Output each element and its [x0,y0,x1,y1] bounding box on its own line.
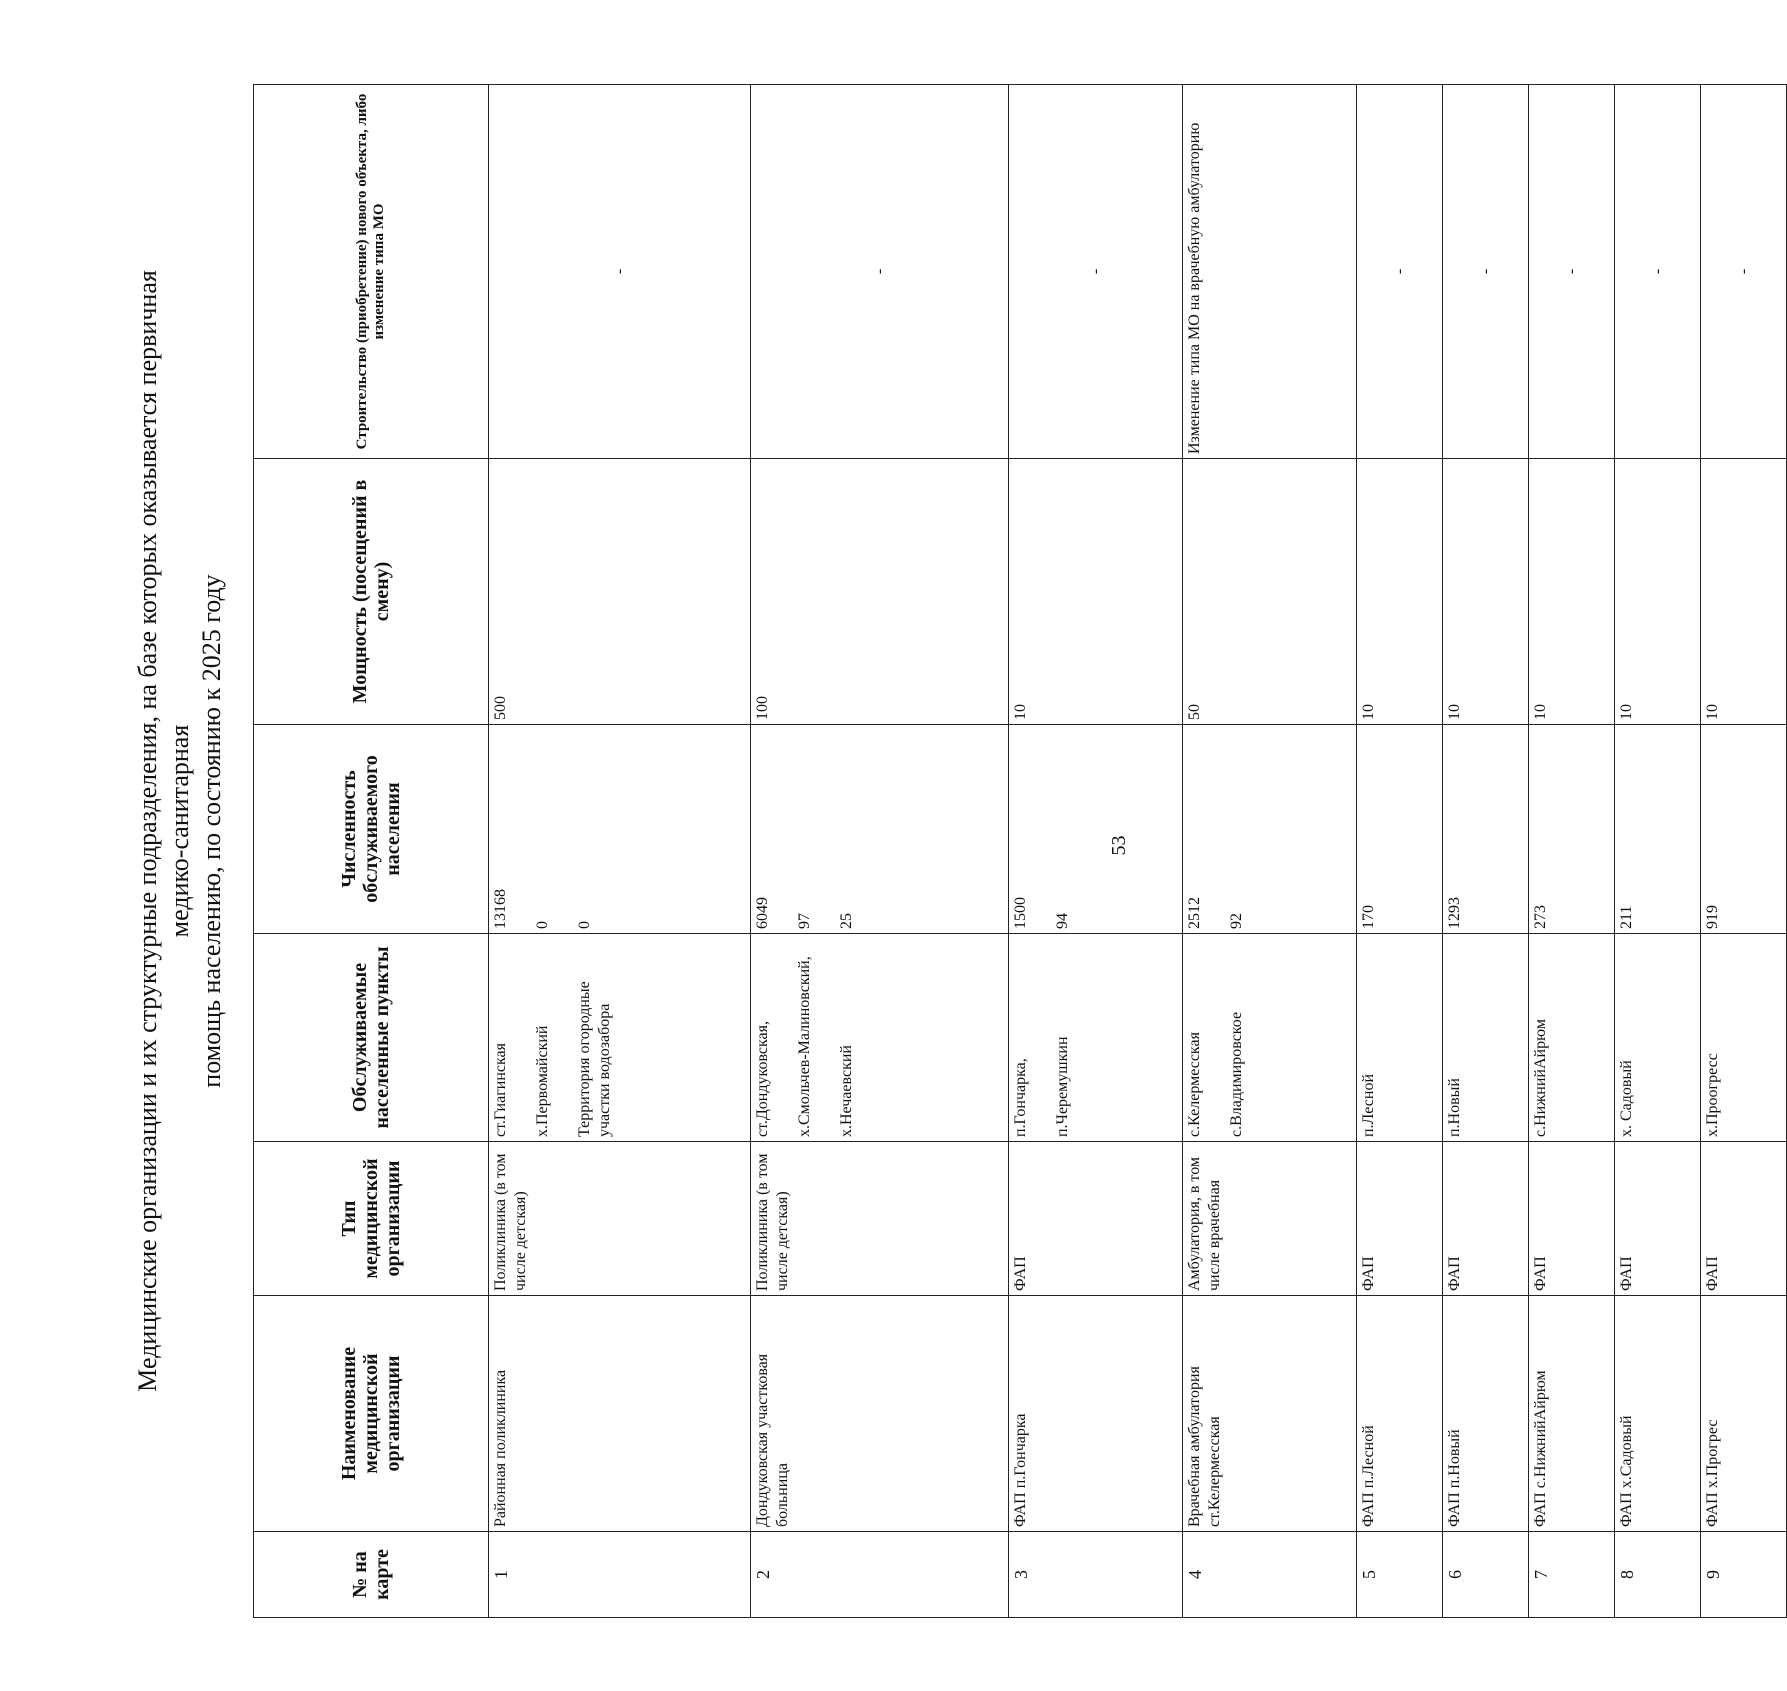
cell-type: Поликлиника (в том числе детская) [751,1142,1009,1296]
cell-population [1183,725,1357,934]
header-capacity: Мощность (посещений в смену) [254,459,489,725]
cell-num: 1 [489,1532,751,1618]
cell-construction: - [1529,85,1615,459]
settlement-item: ст.Дондуковская, [754,1020,771,1137]
cell-type: ФАП [1009,1142,1183,1296]
cell-name: ФАП п.Новый [1443,1296,1529,1532]
cell-construction: - [1357,85,1443,459]
cell-capacity: 10 [1443,459,1529,725]
population-item: 97 [796,913,813,929]
cell-settlements [1529,934,1615,1142]
settlement-item: п.Гончарка, [1012,1058,1029,1137]
cell-settlements [1183,934,1357,1142]
cell-num: 7 [1529,1532,1615,1618]
cell-name: Районная поликлиника [489,1296,751,1532]
population-item: 25 [838,913,855,929]
cell-num: 2 [751,1532,1009,1618]
cell-type: ФАП [1443,1142,1529,1296]
cell-population [1443,725,1529,934]
population-item: 273 [1532,905,1549,929]
cell-name: ФАП п.Лесной [1357,1296,1443,1532]
cell-construction: - [1443,85,1529,459]
cell-population [1615,725,1701,934]
population-item: 0 [576,921,593,929]
table-row [1443,85,1529,1618]
table-row [489,85,751,1618]
cell-capacity: 10 [1529,459,1615,725]
settlement-item: п.Черемушкин [1054,1036,1071,1137]
cell-capacity: 10 [1009,459,1183,725]
population-item: 170 [1360,905,1377,929]
cell-settlements [1701,934,1787,1142]
cell-num: 3 [1009,1532,1183,1618]
cell-capacity: 50 [1183,459,1357,725]
cell-num: 9 [1701,1532,1787,1618]
cell-name: Врачебная амбулатория ст.Келермесская [1183,1296,1357,1532]
header-construction: Строительство (приобретение) нового объекта, либо изменение типа МО [254,85,489,459]
population-item: 2512 [1186,897,1203,929]
table-row [1529,85,1615,1618]
page-number: 53 [1108,835,1130,856]
cell-type: ФАП [1701,1142,1787,1296]
table-header-row [254,85,489,1618]
title-line-1: Медицинские организации и их структурные подразделения, на базе которых оказывается первичная медико-санитарная [133,270,194,1392]
cell-num: 5 [1357,1532,1443,1618]
cell-settlements [1009,934,1183,1142]
cell-num: 8 [1615,1532,1701,1618]
settlement-item: п.Лесной [1360,1073,1377,1137]
cell-capacity: 500 [489,459,751,725]
cell-construction: - [489,85,751,459]
cell-num: 6 [1443,1532,1529,1618]
settlement-item: х.Первомайский [534,1025,551,1137]
settlement-item: с.Келермесская [1186,1032,1203,1137]
cell-name: ФАП х.Садовый [1615,1296,1701,1532]
population-item: 1293 [1446,897,1463,929]
cell-num: 4 [1183,1532,1357,1618]
cell-capacity: 10 [1701,459,1787,725]
cell-settlements [1357,934,1443,1142]
cell-type: Амбулатория, в том числе врачебная [1183,1142,1357,1296]
cell-type: ФАП [1615,1142,1701,1296]
table-row [1183,85,1357,1618]
cell-capacity: 100 [751,459,1009,725]
table-row [1009,85,1183,1618]
settlement-item: х.Смольчев-Малиновский, [796,956,813,1137]
cell-capacity: 10 [1615,459,1701,725]
population-item: 94 [1054,913,1071,929]
table-row [1615,85,1701,1618]
cell-population [751,725,1009,934]
cell-settlements [751,934,1009,1142]
header-type: Тип медицинской организации [254,1142,489,1296]
header-settlements: Обслуживаемые населенные пункты [254,934,489,1142]
medical-organizations-table [253,84,1787,1618]
cell-name: ФАП п.Гончарка [1009,1296,1183,1532]
cell-construction: - [1009,85,1183,459]
population-item: 919 [1704,905,1721,929]
cell-settlements [489,934,751,1142]
settlement-item: п.Новый [1446,1078,1463,1137]
title-line-2: помощь населению, по состоянию к 2025 году [197,574,226,1088]
cell-capacity: 10 [1357,459,1443,725]
table-body [489,85,1787,1618]
settlement-item: с.НижнийАйрюм [1532,1019,1549,1137]
settlement-item: х. Садовый [1618,1060,1635,1137]
settlement-item: Территория огородные участки водозабора [576,981,613,1137]
cell-population [1357,725,1443,934]
header-name: Наименование медицинской организации [254,1296,489,1532]
cell-name: Дондуковская участковая больница [751,1296,1009,1532]
cell-population [1701,725,1787,934]
settlement-item: х.Нечаевский [838,1045,855,1137]
table-row [1357,85,1443,1618]
cell-population [1009,725,1183,934]
cell-settlements [1443,934,1529,1142]
cell-type: ФАП [1357,1142,1443,1296]
cell-name: ФАП х.Прогрес [1701,1296,1787,1532]
header-num: № на карте [254,1532,489,1618]
cell-type: ФАП [1529,1142,1615,1296]
page-title [132,251,228,1411]
cell-type: Поликлиника (в том числе детская) [489,1142,751,1296]
population-item: 211 [1618,905,1635,929]
header-population: Численность обслуживаемого населения [254,725,489,934]
population-item: 92 [1228,913,1245,929]
table-row [1701,85,1787,1618]
population-item: 0 [534,921,551,929]
table-row [751,85,1009,1618]
cell-construction: - [751,85,1009,459]
cell-population [489,725,751,934]
cell-construction: Изменение типа МО на врачебную амбулаторию [1183,85,1357,459]
population-item: 6049 [754,897,771,929]
settlement-item: х.Проогресс [1704,1053,1721,1137]
cell-population [1529,725,1615,934]
population-item: 1500 [1012,897,1029,929]
cell-construction: - [1701,85,1787,459]
cell-construction: - [1615,85,1701,459]
cell-settlements [1615,934,1701,1142]
settlement-item: ст.Гиагинская [492,1043,509,1137]
population-item: 13168 [492,889,509,929]
settlement-item: с.Владимировское [1228,1011,1245,1137]
cell-name: ФАП с.НижнийАйрюм [1529,1296,1615,1532]
